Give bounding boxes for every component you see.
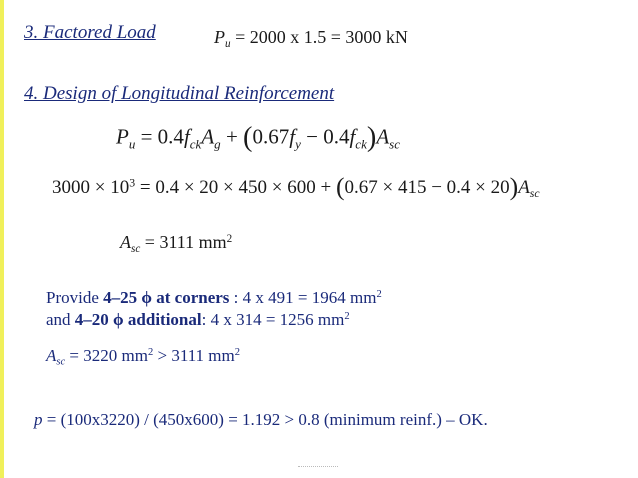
asc-check-symbol: A <box>46 346 57 365</box>
substitution-asc: A <box>518 176 530 198</box>
formula-pu-sub: u <box>128 136 136 152</box>
formula-fck2-sub: ck <box>355 136 367 152</box>
formula-fck1-sub: ck <box>189 136 202 152</box>
formula-fck2: f <box>349 124 356 149</box>
factored-load-equation <box>214 27 408 50</box>
percentage-symbol: p <box>34 410 43 429</box>
asc-required-value: = 3111 mm <box>140 232 227 252</box>
formula-fck1: f <box>183 124 190 149</box>
pu-symbol: P <box>214 27 225 47</box>
pu-subscript: u <box>225 37 231 50</box>
formula-ag: A <box>201 124 215 149</box>
substitution-mid: = 0.4 × 20 × 450 × 600 + <box>135 176 336 198</box>
asc-check-required: > 3111 mm <box>153 346 235 365</box>
substitution-inner: 0.67 × 415 − 0.4 × 20 <box>344 176 510 198</box>
asc-check-sub: sc <box>56 356 66 368</box>
provide-prefix: Provide <box>46 288 104 307</box>
percentage-expression: = (100x3220) / (450x600) = 1.192 > 0.8 (minimum reinf.) – OK. <box>42 410 488 429</box>
formula-close-paren: ) <box>366 122 377 153</box>
provide-line-additional <box>46 310 350 330</box>
substitution-close-paren: ) <box>509 172 519 201</box>
substitution-asc-sub: sc <box>529 187 540 201</box>
formula-ag-sub: g <box>214 136 221 152</box>
formula-asc-sub: sc <box>389 136 400 152</box>
heading-longitudinal-reinforcement: 4. Design of Longitudinal Reinforcement <box>24 83 335 104</box>
formula-fy: f <box>289 124 296 149</box>
asc-required-unit-sup: 2 <box>226 232 233 245</box>
formula-open-paren: ( <box>243 122 253 153</box>
provide-additional-area: : 4 x 314 = 1256 mm <box>201 310 345 329</box>
asc-check-sup2: 2 <box>234 347 241 359</box>
formula-minus: − 0.4 <box>300 124 350 149</box>
asc-required-sub: sc <box>131 242 141 255</box>
provide-line-corners <box>46 288 382 308</box>
provide-corners-sup: 2 <box>376 289 382 301</box>
formula-pu: P <box>116 124 129 149</box>
percentage-check <box>34 410 488 430</box>
provide-corners-bars: 4–25 ϕ at corners <box>103 288 230 307</box>
formula-term2: 0.67 <box>252 124 290 149</box>
substitution-lhs-sup: 3 <box>129 176 136 190</box>
asc-provided-check <box>46 346 240 368</box>
formula-plus: + <box>220 124 244 149</box>
substitution-lhs: 3000 × 10 <box>52 176 130 198</box>
provide-and-prefix: and <box>46 310 75 329</box>
asc-required-symbol: A <box>120 232 131 252</box>
footer-mark <box>298 466 338 470</box>
provide-corners-area: : 4 x 491 = 1964 mm <box>229 288 377 307</box>
formula-term1: = 0.4 <box>135 124 184 149</box>
asc-check-sup1: 2 <box>147 347 154 359</box>
heading-factored-load: 3. Factored Load <box>24 22 156 43</box>
asc-check-provided: = 3220 mm <box>65 346 148 365</box>
factored-load-rhs: = 2000 x 1.5 = 3000 kN <box>230 27 408 47</box>
formula-fy-sub: y <box>295 136 301 152</box>
asc-required <box>120 232 232 255</box>
substitution-equation <box>52 172 540 202</box>
substitution-open-paren: ( <box>335 172 345 201</box>
provide-additional-bars: 4–20 ϕ additional <box>74 310 202 329</box>
provide-additional-sup: 2 <box>344 311 350 323</box>
design-formula <box>116 122 400 154</box>
accent-bar <box>0 0 4 478</box>
formula-asc: A <box>376 124 390 149</box>
